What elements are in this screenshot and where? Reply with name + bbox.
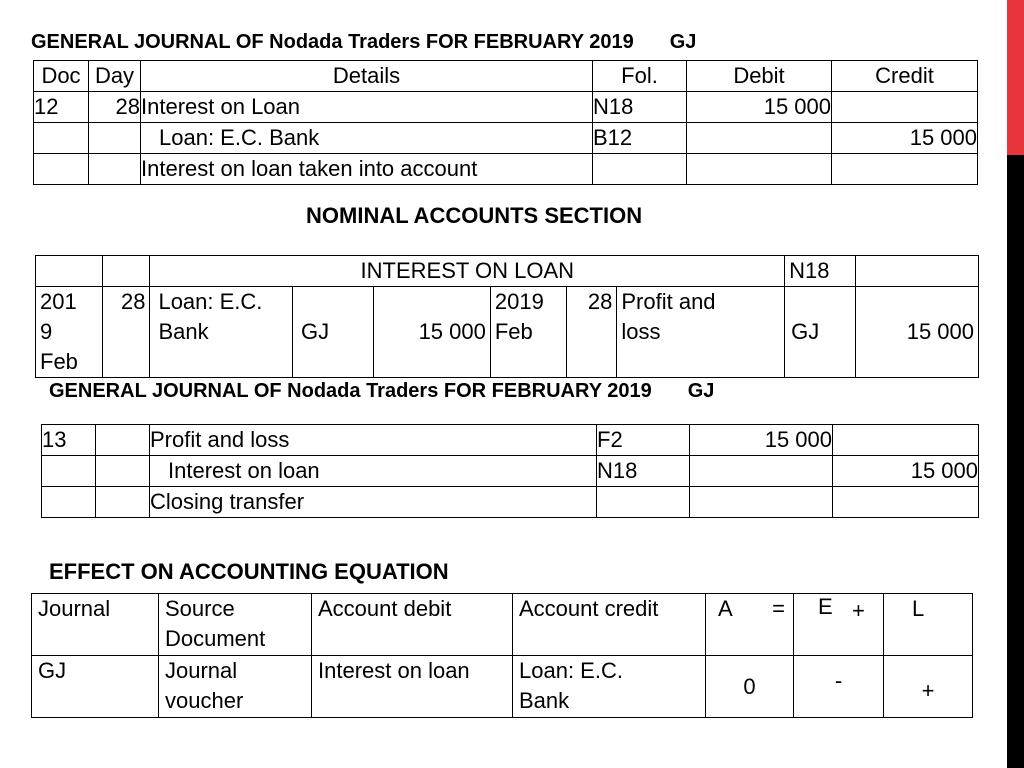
equation-title: EFFECT ON ACCOUNTING EQUATION	[49, 559, 449, 584]
equity-effect-cell	[794, 656, 884, 718]
debit-cell	[687, 123, 832, 154]
details-line: Loan: E.C.	[158, 289, 263, 314]
debit-cell	[690, 487, 833, 518]
assets-label: A	[718, 596, 733, 621]
details-line: Bank	[158, 319, 209, 344]
table-row	[34, 154, 978, 185]
credit-details-cell	[617, 287, 785, 378]
journal2-code: GJ	[687, 380, 715, 402]
journal1-table	[33, 60, 978, 185]
ledger-header-blank	[103, 256, 150, 287]
date-line: Feb	[494, 319, 533, 344]
assets-header	[706, 594, 794, 656]
credit-cell	[833, 425, 979, 456]
day-cell: 28	[89, 92, 141, 123]
header-line: Source	[165, 596, 235, 621]
debit-cell	[690, 456, 833, 487]
ledger-header-blank	[856, 256, 979, 287]
table-row	[42, 456, 979, 487]
journal2-table	[41, 424, 979, 518]
source-document-cell	[159, 656, 312, 718]
day-cell	[89, 154, 141, 185]
folio-cell	[597, 487, 690, 518]
credit-amount-cell	[856, 287, 979, 378]
liabilities-effect-cell	[884, 656, 973, 718]
column-header: Fol.	[593, 61, 687, 92]
folio-cell: B12	[593, 123, 687, 154]
account-credit-cell	[513, 656, 706, 718]
cell-line: Loan: E.C.	[519, 658, 623, 683]
debit-cell: 15 000	[687, 92, 832, 123]
doc-cell	[42, 487, 96, 518]
column-header: Credit	[832, 61, 978, 92]
journal1-code: GJ	[669, 31, 697, 53]
debit-cell: 15 000	[690, 425, 833, 456]
equity-header	[794, 594, 884, 656]
table-row	[42, 487, 979, 518]
details-cell: Interest on Loan	[141, 92, 593, 123]
credit-folio-cell	[785, 287, 856, 378]
folio-cell: F2	[597, 425, 690, 456]
table-row	[42, 425, 979, 456]
cell-line: Bank	[519, 688, 570, 713]
details-cell: Interest on loan	[150, 456, 597, 487]
column-header: Debit	[687, 61, 832, 92]
accounting-equation-table	[31, 593, 973, 718]
cell-line: voucher	[165, 688, 244, 713]
credit-cell: 15 000	[832, 123, 978, 154]
folio-cell	[593, 154, 687, 185]
date-line: Feb	[40, 349, 78, 374]
journal1-title: GENERAL JOURNAL OF Nodada Traders FOR FEBRUARY 2019	[31, 31, 634, 53]
credit-date-cell	[490, 287, 566, 378]
doc-cell	[34, 123, 89, 154]
details-line: loss	[621, 319, 661, 344]
ledger-header-row	[36, 256, 979, 287]
doc-cell: 12	[34, 92, 89, 123]
date-line: 9	[40, 319, 53, 344]
debit-amount-cell	[374, 287, 490, 378]
debit-folio-cell	[293, 287, 374, 378]
journal1-heading	[31, 31, 696, 54]
journal2-title: GENERAL JOURNAL OF Nodada Traders FOR FEBRUARY 2019	[49, 380, 652, 402]
nominal-section-title: NOMINAL ACCOUNTS SECTION	[306, 203, 643, 228]
equity-label: E	[818, 594, 833, 619]
day-cell	[96, 456, 150, 487]
assets-effect-cell	[706, 656, 794, 718]
journal-cell: GJ	[32, 656, 159, 718]
ledger-account-table	[35, 255, 979, 378]
credit-cell	[832, 92, 978, 123]
liabilities-effect: +	[921, 677, 935, 703]
debit-cell	[687, 154, 832, 185]
details-cell: Interest on loan taken into account	[141, 154, 593, 185]
journal2-heading	[49, 380, 714, 403]
doc-cell: 13	[42, 425, 96, 456]
liabilities-header	[884, 594, 973, 656]
column-header: Details	[141, 61, 593, 92]
date-line: 201	[40, 289, 77, 314]
folio-cell: N18	[597, 456, 690, 487]
folio-cell: N18	[593, 92, 687, 123]
assets-effect: 0	[743, 673, 756, 699]
equals-sign: =	[772, 596, 785, 621]
table-row	[34, 123, 978, 154]
debit-date-cell	[36, 287, 103, 378]
details-line: Profit and	[621, 289, 716, 314]
details-cell: Profit and loss	[150, 425, 597, 456]
equity-effect: -	[834, 667, 843, 693]
liabilities-label: L	[912, 596, 925, 621]
amount-text: 15 000	[906, 319, 974, 344]
doc-cell	[42, 456, 96, 487]
table-header-row	[34, 61, 978, 92]
equation-row	[32, 656, 973, 718]
plus-sign: +	[852, 598, 865, 623]
day-cell	[96, 425, 150, 456]
column-header: Doc	[34, 61, 89, 92]
credit-cell	[833, 487, 979, 518]
day-cell	[96, 487, 150, 518]
credit-cell	[832, 154, 978, 185]
ledger-header-blank	[36, 256, 103, 287]
cell-line: Journal	[165, 658, 238, 683]
debit-day-cell: 28	[103, 287, 150, 378]
account-credit-header: Account credit	[513, 594, 706, 656]
details-cell: Closing transfer	[150, 487, 597, 518]
equation-header-row	[32, 594, 973, 656]
day-cell	[89, 123, 141, 154]
debit-details-cell	[150, 287, 293, 378]
date-line: 2019	[494, 289, 544, 314]
ledger-entry-row	[36, 287, 979, 378]
doc-cell	[34, 154, 89, 185]
ledger-account-name: INTEREST ON LOAN	[150, 256, 785, 287]
folio-text: GJ	[791, 319, 820, 344]
source-document-header	[159, 594, 312, 656]
details-cell: Loan: E.C. Bank	[141, 123, 593, 154]
journal-header: Journal	[32, 594, 159, 656]
folio-text: GJ	[301, 319, 330, 344]
account-debit-header: Account debit	[312, 594, 513, 656]
amount-text: 15 000	[418, 319, 486, 344]
credit-cell: 15 000	[833, 456, 979, 487]
column-header: Day	[89, 61, 141, 92]
header-line: Document	[165, 626, 266, 651]
slide-accent-bar	[1007, 0, 1024, 155]
ledger-account-code: N18	[785, 256, 856, 287]
credit-day-cell: 28	[567, 287, 617, 378]
table-row	[34, 92, 978, 123]
account-debit-cell: Interest on loan	[312, 656, 513, 718]
